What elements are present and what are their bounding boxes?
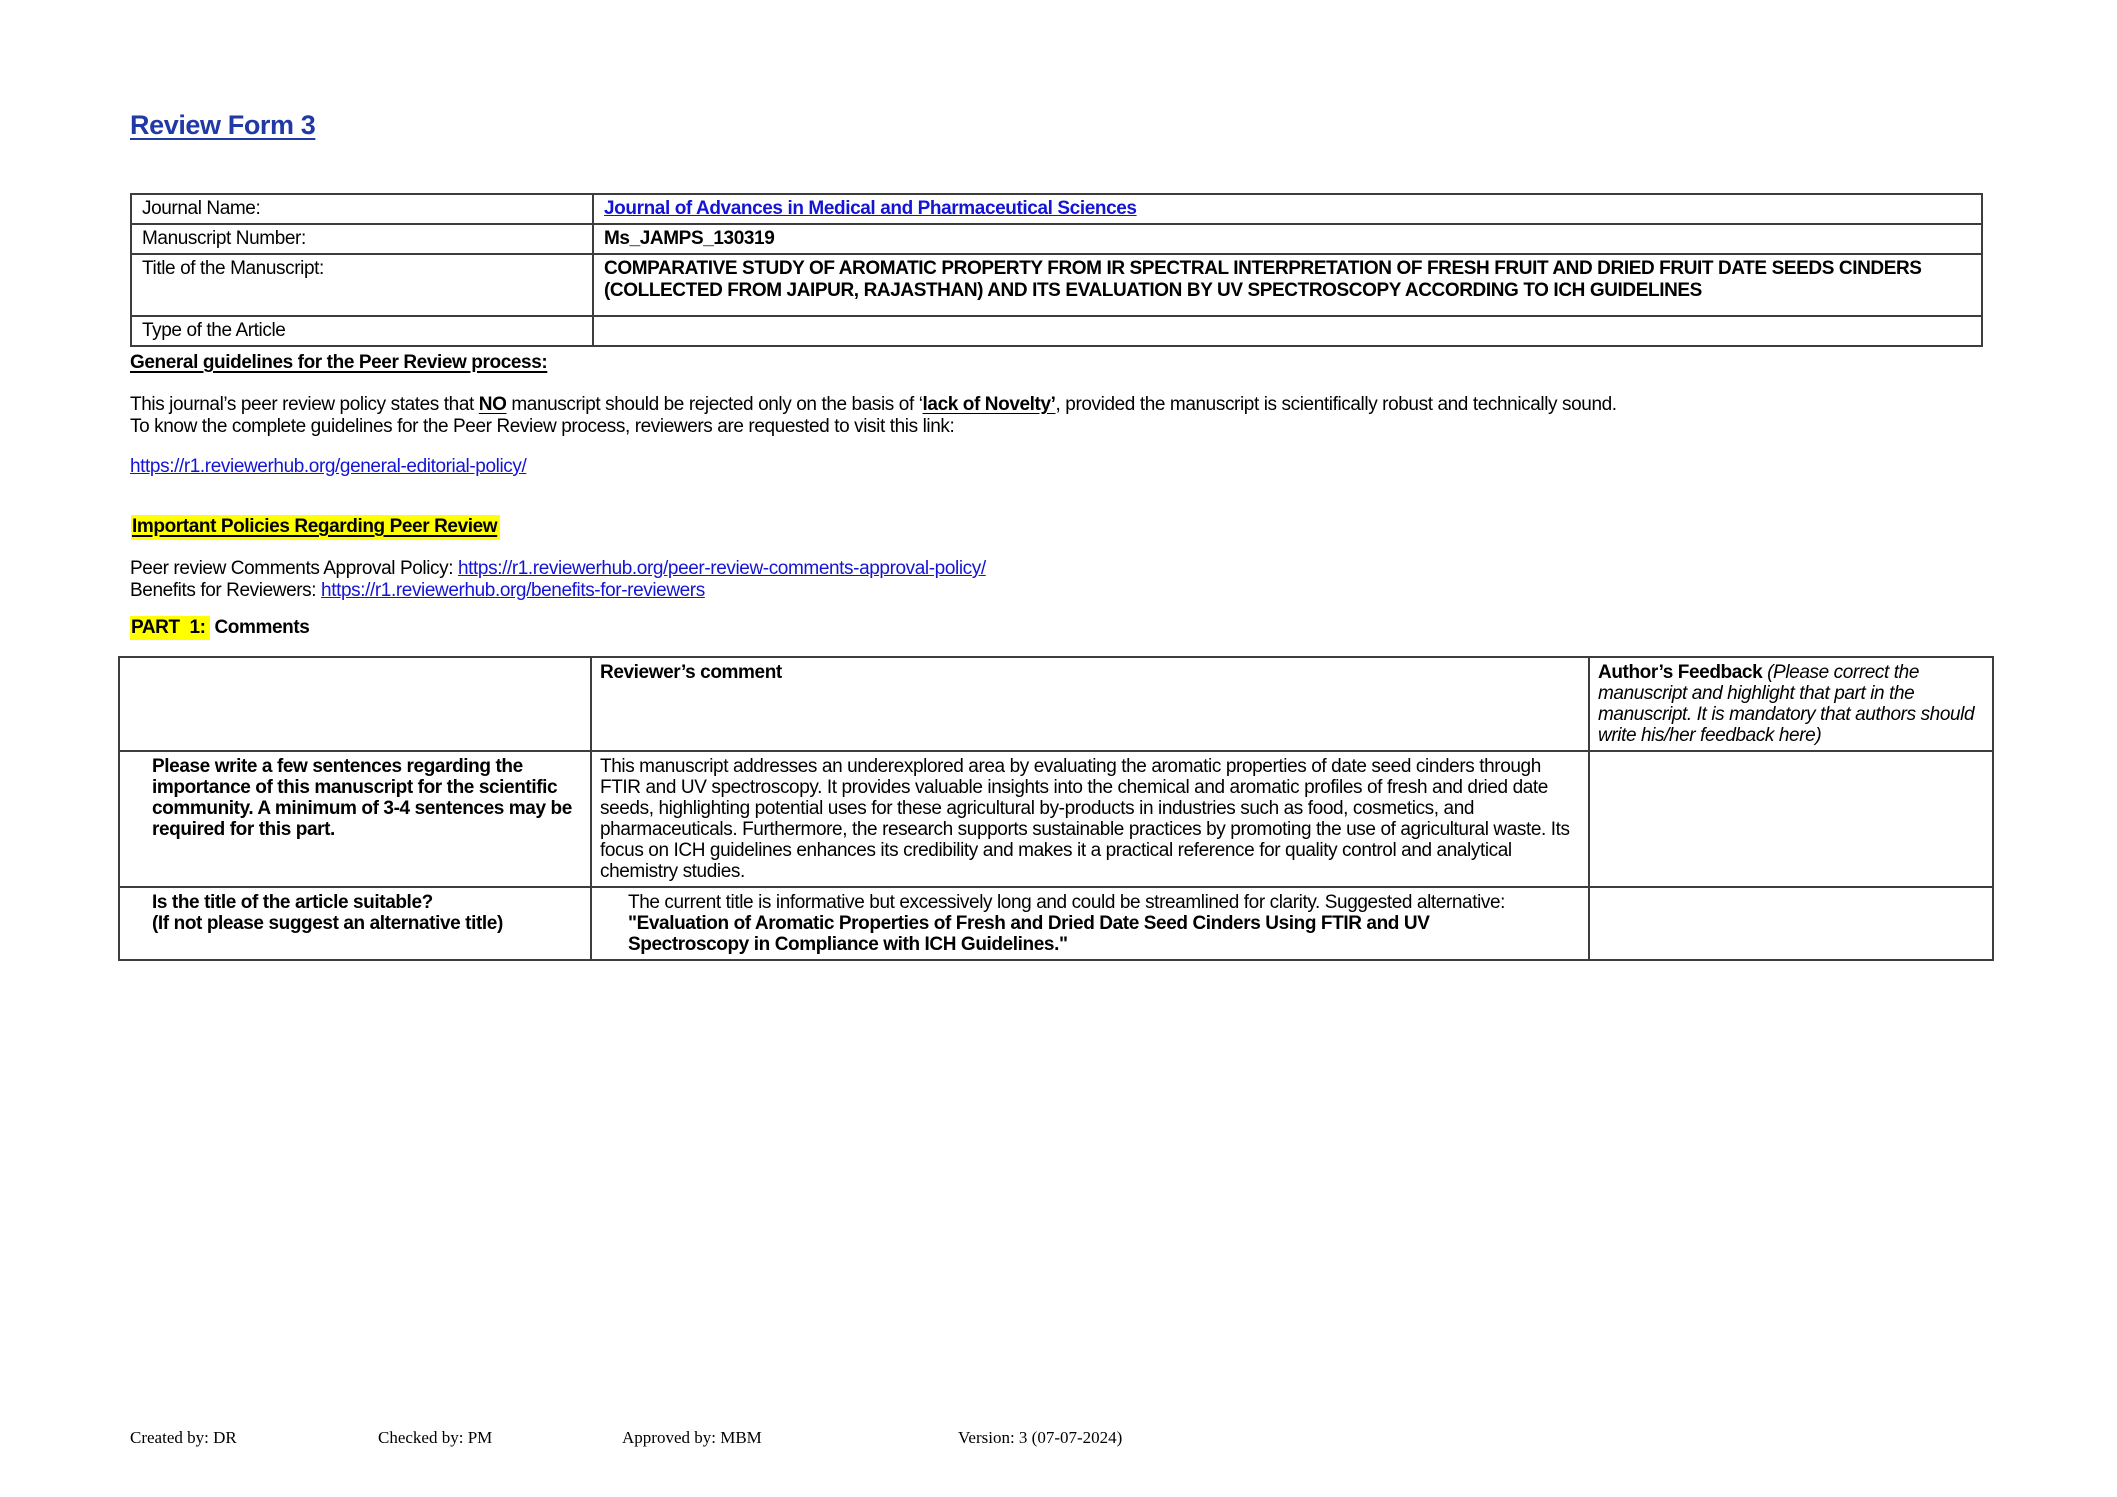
rich-text-segment: manuscript should be rejected only on the basis of ‘ [506, 394, 923, 415]
approval-policy-line [130, 558, 986, 580]
title-suitability-row [119, 887, 1993, 960]
suggested-title-text: "Evaluation of Aromatic Properties of Fresh and Dried Date Seed Cinders Using FTIR and UV Spectroscopy in Compliance with ICH Guidelines." [628, 913, 1430, 955]
manuscript-number-row [131, 224, 1982, 254]
article-type-value[interactable] [593, 316, 1982, 346]
author-feedback-header [1589, 657, 1993, 751]
title-suitability-question-line1: Is the title of the article suitable? [152, 892, 433, 913]
guidelines-heading: General guidelines for the Peer Review process: [130, 352, 548, 373]
importance-feedback-cell[interactable] [1589, 751, 1993, 887]
article-type-label: Type of the Article [131, 316, 593, 346]
journal-name-row [131, 194, 1982, 224]
reviewer-comment-header: Reviewer’s comment [591, 657, 1589, 751]
manuscript-title-value: COMPARATIVE STUDY OF AROMATIC PROPERTY FROM IR SPECTRAL INTERPRETATION OF FRESH FRUIT AND DRIED FRUIT DATE SEEDS CINDERS (COLLECTED FROM JAIPUR, RAJASTHAN) AND ITS EVALUATION BY UV SPECTROSCOPY ACCORDING TO ICH GUIDELINES [593, 254, 1982, 316]
manuscript-title-row [131, 254, 1982, 316]
author-feedback-header-title: Author’s Feedback [1598, 662, 1768, 683]
journal-name-link[interactable]: Journal of Advances in Medical and Pharmaceutical Sciences [604, 198, 1137, 219]
part1-title: Comments [209, 617, 310, 638]
benefits-label: Benefits for Reviewers: [130, 580, 322, 601]
guidelines-line2: To know the complete guidelines for the Peer Review process, reviewers are requested to visit this link: [130, 415, 955, 437]
rich-text-segment: , provided the manuscript is scientifically robust and technically sound. [1055, 394, 1617, 415]
author-feedback-header-note: (Please correct the manuscript and highlight that part in the manuscript. It is mandatory that authors should write his/her feedback here) [1598, 662, 1975, 746]
footer-checked-by: Checked by: PM [378, 1428, 493, 1447]
title-suitability-question-line2: (If not please suggest an alternative title) [152, 913, 503, 934]
question-column-header [119, 657, 591, 751]
important-policies-heading: Important Policies Regarding Peer Review [131, 515, 500, 540]
journal-name-label: Journal Name: [131, 194, 593, 224]
comments-table [118, 656, 1994, 961]
manuscript-number-label: Manuscript Number: [131, 224, 593, 254]
title-suitability-comment-intro: The current title is informative but excessively long and could be streamlined for clarity. Suggested alternative: [628, 892, 1506, 913]
importance-question-cell: Please write a few sentences regarding the importance of this manuscript for the scientific community. A minimum of 3-4 sentences may be required for this part. [119, 751, 591, 887]
general-editorial-policy-link[interactable]: https://r1.reviewerhub.org/general-editorial-policy/ [130, 456, 527, 477]
page-title: Review Form 3 [130, 110, 316, 140]
journal-name-value [593, 194, 1982, 224]
rich-text-segment: lack of Novelty’ [922, 394, 1056, 415]
title-suitability-comment-cell [591, 887, 1589, 960]
footer-created-by: Created by: DR [130, 1428, 237, 1447]
benefits-line [130, 580, 705, 602]
part1-heading [130, 617, 309, 639]
title-suitability-feedback-cell[interactable] [1589, 887, 1993, 960]
importance-row [119, 751, 1993, 887]
footer-approved-by: Approved by: MBM [622, 1428, 762, 1447]
approval-policy-link[interactable]: https://r1.reviewerhub.org/peer-review-comments-approval-policy/ [458, 558, 986, 579]
importance-comment-cell: This manuscript addresses an underexplored area by evaluating the aromatic properties of date seed cinders through FTIR and UV spectroscopy. It provides valuable insights into the chemical and aromatic profiles of fresh and dried date seeds, highlighting potential uses for these agricultural by-products in industries such as food, cosmetics, and pharmaceuticals. Furthermore, the research supports sustainable practices by promoting the use of agricultural waste. Its focus on ICH guidelines enhances its credibility and makes it a practical reference for quality control and analytical chemistry studies. [591, 751, 1589, 887]
benefits-link[interactable]: https://r1.reviewerhub.org/benefits-for-reviewers [321, 580, 705, 601]
comments-table-header-row [119, 657, 1993, 751]
general-editorial-policy-link-line [130, 456, 526, 478]
guidelines-line1 [130, 394, 1930, 416]
article-type-row [131, 316, 1982, 346]
rich-text-segment: NO [478, 394, 507, 415]
guidelines-paragraph [130, 394, 1930, 437]
manuscript-info-table [130, 193, 1983, 347]
approval-policy-label: Peer review Comments Approval Policy: [130, 558, 458, 579]
title-suitability-question-cell [119, 887, 591, 960]
rich-text-segment: This journal’s peer review policy states that [130, 394, 479, 415]
manuscript-number-value: Ms_JAMPS_130319 [593, 224, 1982, 254]
footer-version: Version: 3 (07-07-2024) [958, 1428, 1123, 1447]
part1-badge: PART 1: [130, 616, 210, 640]
manuscript-title-label: Title of the Manuscript: [131, 254, 593, 316]
